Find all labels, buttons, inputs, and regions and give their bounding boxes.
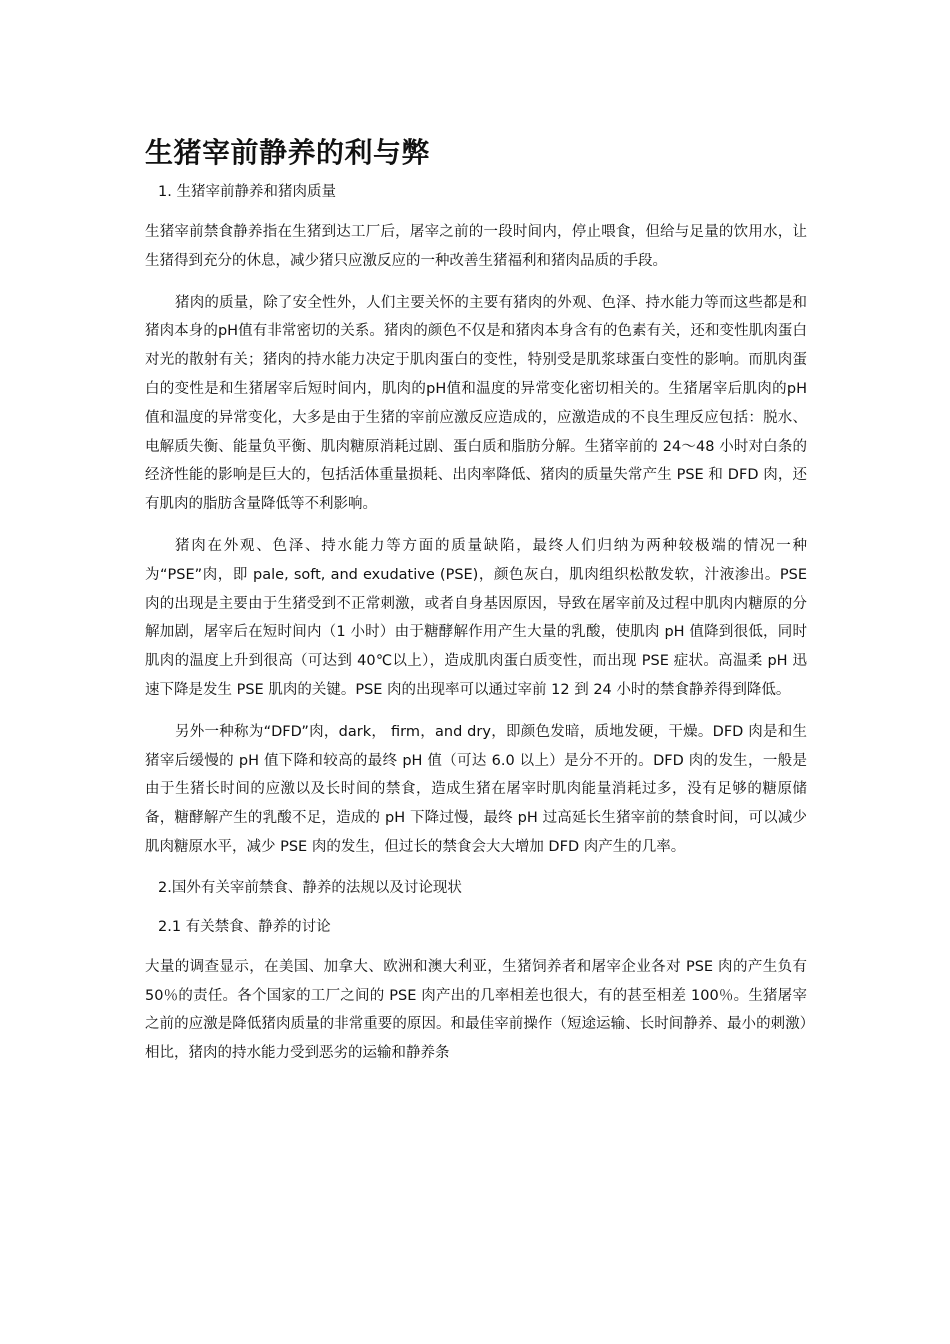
document-title: 生猪宰前静养的利与弊 [145, 136, 431, 169]
paragraph-3: 猪肉在外观、色泽、持水能力等方面的质量缺陷，最终人们归纳为两种较极端的情况一种为“PSE”肉，即 pale, soft, and exudative (PSE)，颜色灰白，肌肉组织松散发软，汁液渗出。PSE 肉的出现是主要由于生猪受到不正常刺激，或者自身基因原因，导致在屠宰前及过程中肌肉内糖原的分解加剧，屠宰后在短时间内（1 小时）由于糖酵解作用产生大量的乳酸，使肌肉 pH 值降到很低，同时肌肉的温度上升到很高（可达到 40℃以上），造成肌肉蛋白质变性，而出现 PSE 症状。高温柔 pH 迅速下降是发生 PSE 肌肉的关键。PSE 肉的出现率可以通过宰前 12 到 24 小时的禁食静养得到降低。 [145, 537, 807, 698]
paragraph-2: 猪肉的质量，除了安全性外，人们主要关怀的主要有猪肉的外观、色泽、持水能力等而这些都是和猪肉本身的pH值有非常密切的关系。猪肉的颜色不仅是和猪肉本身含有的色素有关，还和变性肌肉蛋白对光的散射有关；猪肉的持水能力决定于肌肉蛋白的变性，特别受是肌浆球蛋白变性的影响。而肌肉蛋白的变性是和生猪屠宰后短时间内，肌肉的pH值和温度的异常变化密切相关的。生猪屠宰后肌肉的pH值和温度的异常变化，大多是由于生猪的宰前应激反应造成的，应激造成的不良生理反应包括：脱水、电解质失衡、能量负平衡、肌肉糖原消耗过剧、蛋白质和脂肪分解。生猪宰前的 24～48 小时对白条的经济性能的影响是巨大的，包括活体重量损耗、出肉率降低、猪肉的质量失常产生 PSE 和 DFD 肉，还有肌肉的脂肪含量降低等不利影响。 [145, 294, 807, 513]
section-1-heading: 1. 生猪宰前静养和猪肉质量 [158, 184, 336, 200]
document-body [145, 133, 807, 1081]
section-2-1-heading: 2.1 有关禁食、静养的讨论 [158, 918, 331, 935]
paragraph-1: 生猪宰前禁食静养指在生猪到达工厂后，屠宰之前的一段时间内，停止喂食，但给与足量的饮用水，让生猪得到充分的休息，减少猪只应激反应的一种改善生猪福利和猪肉品质的手段。 [145, 224, 807, 269]
paragraph-4: 另外一种称为“DFD”肉，dark， firm，and dry，即颜色发暗，质地发硬，干燥。DFD 肉是和生猪宰后缓慢的 pH 值下降和较高的最终 pH 值（可达 6.0 以上）是分不开的。DFD 肉的发生，一般是由于生猪长时间的应激以及长时间的禁食，造成生猪在屠宰时肌肉能量消耗过多，没有足够的糖原储备，糖酵解产生的乳酸不足，造成的 pH 下降过慢，最终 pH 过高延长生猪宰前的禁食时间，可以减少肌肉糖原水平，减少 PSE 肉的发生，但过长的禁食会大大增加 DFD 肉产生的几率。 [145, 723, 807, 855]
paragraph-5: 大量的调查显示，在美国、加拿大、欧洲和澳大利亚，生猪饲养者和屠宰企业各对 PSE 肉的产生负有 50％的责任。各个国家的工厂之间的 PSE 肉产出的几率相差也很大，有的甚至相差 100％。生猪屠宰之前的应激是降低猪肉质量的非常重要的原因。和最佳宰前操作（短途运输、长时间静养、最小的刺激）相比，猪肉的持水能力受到恶劣的运输和静养条 [145, 958, 807, 1062]
section-2-heading: 2.国外有关宰前禁食、静养的法规以及讨论现状 [158, 879, 462, 896]
